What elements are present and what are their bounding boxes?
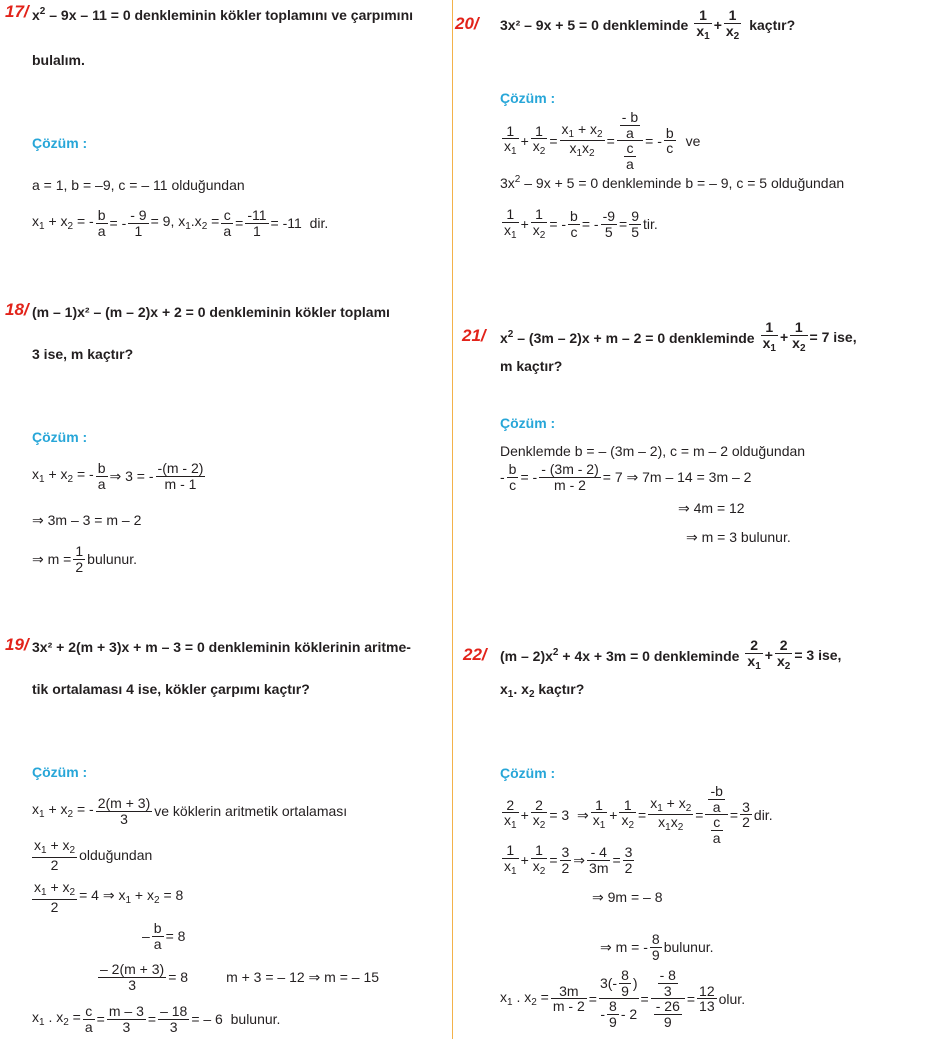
problem-22-line-1: $\frac{2}{x_1}$ + $\frac{2}{x_2}$ = 3 ⇒ $\frac{1}{x_1}$ + $\frac{1}{x_2}$ = $\frac{x_1 + x_2}{x_1x_2}$ = $\frac{\frac{-b}{a}}{\frac{c}{a}}$ = $\frac{3}{2}$ dir. <box>504 783 773 847</box>
problem-22-question-cont: $x_1$. $x_2$ kaçtır? <box>500 681 585 700</box>
problem-21-line-4: ⇒ m = 3 bulunur. <box>686 529 791 545</box>
problem-19-question-cont: tik ortalaması 4 ise, kökler çarpımı kaçtır? <box>32 681 310 697</box>
problem-19-line-4: – $\frac{b}{a}$ = 8 <box>142 920 186 952</box>
solution-label: Çözüm : <box>500 765 556 781</box>
problem-18-question-cont: 3 ise, m kaçtır? <box>32 346 134 362</box>
problem-19-number: 19/ <box>5 635 29 654</box>
problem-19-line-2: $\frac{x_1 + x_2}{2}$ olduğundan <box>34 837 153 873</box>
problem-18-line-2: ⇒ 3m – 3 = m – 2 <box>32 512 142 528</box>
problem-22-question: $(m - 2)x^2 + 4x + 3m = 0$ denkleminde $\frac{2}{x_1}$ + $\frac{2}{x_2}$ = 3 ise, <box>500 637 842 672</box>
problem-18-line-1: $x_1 + x_2$ = - $\frac{b}{a}$ ⇒ 3 = - $\frac{-(m - 2)}{m - 1}$ <box>32 460 204 492</box>
problem-22-line-4: ⇒ m = - $\frac{8}{9}$ bulunur. <box>600 931 714 963</box>
problem-21-number: 21/ <box>462 326 486 345</box>
problem-17-line-2: $x_1 + x_2$ = - $\frac{b}{a}$ = - $\frac{- 9}{1}$ = 9, $x_1.x_2$ = $\frac{c}{a}$ = $\frac{-11}{1}$ = -11 dir. <box>32 207 329 239</box>
problem-17-question: $x^2 - 9x - 11 = 0$ denkleminin kökler toplamını ve çarpımını <box>32 6 414 23</box>
problem-20-line-2: $3x^2 - 9x + 5 = 0$ denkleminde b = – 9, c = 5 olduğundan <box>500 174 845 191</box>
problem-17-number: 17/ <box>5 2 29 21</box>
problem-18-question: (m – 1)x² – (m – 2)x + 2 = 0 denkleminin kökler toplamı <box>32 304 390 320</box>
problem-20-number: 20/ <box>455 14 479 33</box>
problem-22-number: 22/ <box>463 645 487 664</box>
problem-20-line-3: $\frac{1}{x_1}$ + $\frac{1}{x_2}$ = - $\frac{b}{c}$ = - $\frac{-9}{5}$ = $\frac{9}{5}$ tir. <box>504 206 658 241</box>
problem-21-question: $x^2 - (3m - 2)x + m - 2 = 0$ denkleminde $\frac{1}{x_1}$ + $\frac{1}{x_2}$ = 7 ise, <box>500 319 857 354</box>
problem-21-line-3: ⇒ 4m = 12 <box>678 500 745 516</box>
problem-22-line-5: $x_1$ . $x_2$ = $\frac{3m}{m - 2}$ = 3(- $\frac{8}{9}$ ) - $\frac{8}{9}$ - 2 = $\frac{\frac{- 8}{3}}{\frac{- 26}{9}}$ = $\frac{12}{13}$ olur. <box>500 967 746 1031</box>
problem-22-line-3: ⇒ 9m = – 8 <box>592 889 663 905</box>
problem-19-line-5: $\frac{- 2(m + 3)}{3}$ = 8 m + 3 = – 12 ⇒ m = – 15 <box>100 961 380 993</box>
problem-17-question-cont: bulalım. <box>32 52 85 68</box>
problem-21-question-cont: m kaçtır? <box>500 358 563 374</box>
problem-20-line-1: $\frac{1}{x_1}$ + $\frac{1}{x_2}$ = $\frac{x_1 + x_2}{x_1x_2}$ = $\frac{\frac{- b}{a}}{\frac{c}{a}}$ = - $\frac{b}{c}$ ve <box>504 109 701 173</box>
problem-21-line-1: Denklemde b = – (3m – 2), c = m – 2 olduğundan <box>500 443 806 459</box>
solution-label: Çözüm : <box>500 90 556 106</box>
column-divider <box>452 0 453 1039</box>
solution-label: Çözüm : <box>500 415 556 431</box>
solution-label: Çözüm : <box>32 429 88 445</box>
problem-18-line-3: ⇒ m = $\frac{1}{2}$ bulunur. <box>32 543 137 575</box>
problem-17-line-1: a = 1, b = –9, c = – 11 olduğundan <box>32 177 245 193</box>
problem-19-line-6: $x_1$ . $x_2$ = $\frac{c}{a}$ = $\frac{m - 3}{3}$ = $\frac{- 18}{3}$ = – 6 bulunur. <box>32 1003 281 1035</box>
problem-19-line-1: $x_1 + x_2$ = - $\frac{2(m + 3)}{3}$ ve köklerin aritmetik ortalaması <box>32 795 348 827</box>
problem-19-line-3: $\frac{x_1 + x_2}{2}$ = 4 ⇒ $x_1 + x_2 = 8$ <box>34 879 184 915</box>
problem-21-line-2: - $\frac{b}{c}$ = - $\frac{- (3m - 2)}{m - 2}$ = 7 ⇒ 7m – 14 = 3m – 2 <box>500 461 752 493</box>
solution-label: Çözüm : <box>32 135 88 151</box>
problem-20-question: 3x² – 9x + 5 = 0 denkleminde $\frac{1}{x_1}$ + $\frac{1}{x_2}$ kaçtır? <box>500 7 796 42</box>
problem-22-line-2: $\frac{1}{x_1}$ + $\frac{1}{x_2}$ = $\frac{3}{2}$ ⇒ $\frac{- 4}{3m}$ = $\frac{3}{2}$ <box>504 842 633 877</box>
problem-18-number: 18/ <box>5 300 29 319</box>
problem-19-question: 3x² + 2(m + 3)x + m – 3 = 0 denkleminin köklerinin aritme- <box>32 639 411 655</box>
solution-label: Çözüm : <box>32 764 88 780</box>
